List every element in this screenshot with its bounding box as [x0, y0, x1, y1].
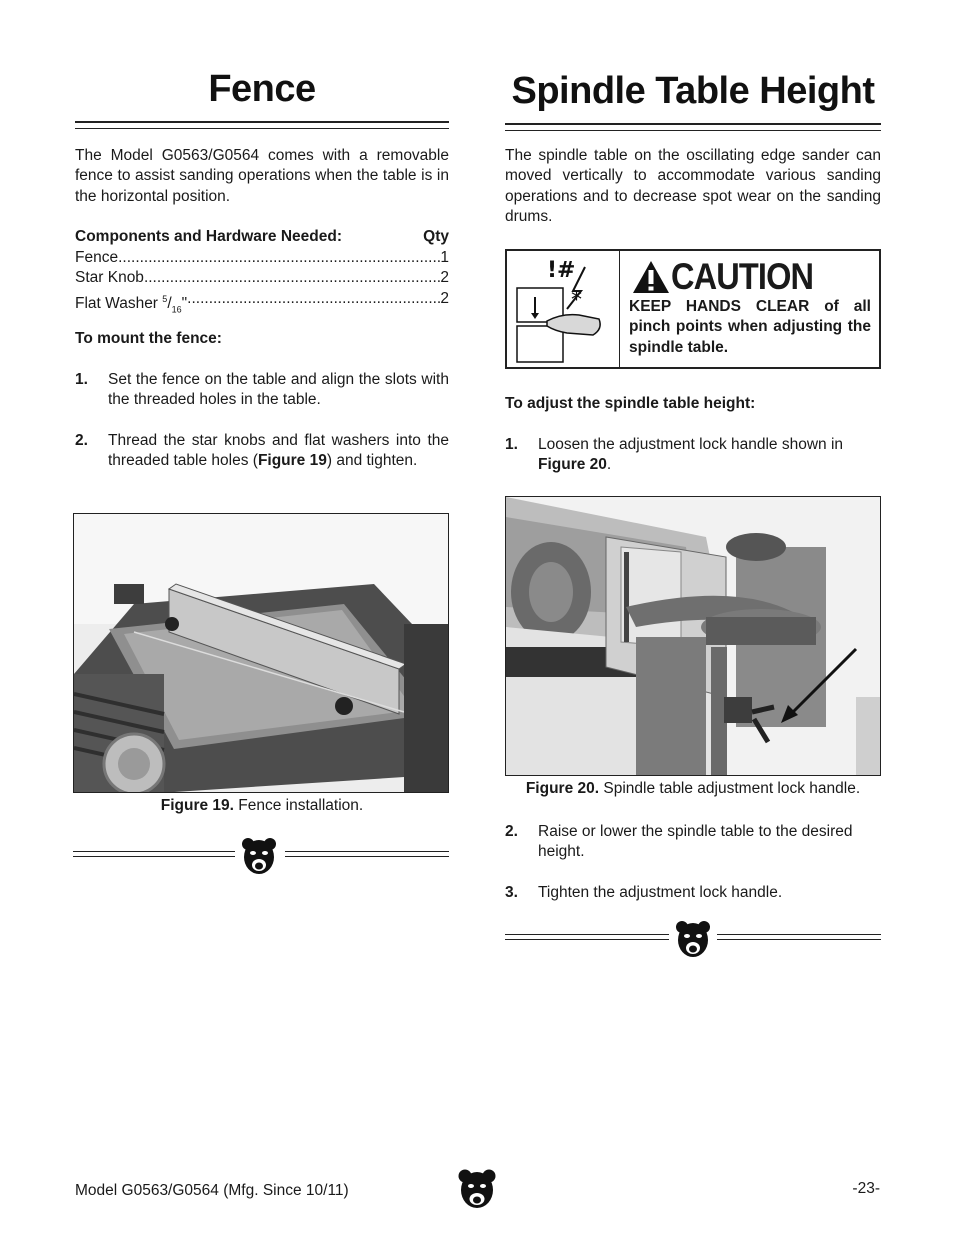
divider-line-left [73, 851, 235, 857]
part-name: Flat Washer $^5/_{16}$" [75, 294, 188, 315]
leader-dots [187, 289, 440, 320]
fence-title: Fence [208, 68, 316, 110]
spindle-photo-illustration [506, 497, 881, 776]
bear-logo-icon [239, 836, 279, 876]
step-number: 2. [75, 432, 88, 449]
pinch-hazard-icon [507, 251, 619, 367]
footer-model: Model G0563/G0564 (Mfg. Since 10/11) [75, 1182, 349, 1199]
caution-message: KEEP HANDS CLEAR of all pinch points when adjusting the spindle table. [629, 298, 871, 356]
spindle-intro: The spindle table on the oscillating edge sander can moved vertically to accommodate various sanding operations and to decrease spot wear on the sanding drums. [505, 147, 881, 226]
divider-line-left [505, 934, 669, 940]
parts-row-fence [75, 248, 449, 268]
caution-text-cell [619, 251, 881, 367]
figure-20-caption [505, 780, 881, 798]
page-number: -23- [852, 1180, 880, 1197]
parts-row-flat-washer [75, 289, 449, 320]
figure-caption-text: Spindle table adjustment lock handle. [603, 780, 861, 797]
spindle-step-1 [505, 435, 881, 476]
title-rule [505, 123, 881, 131]
step-text-part: Loosen the adjustment lock handle shown in [538, 436, 844, 453]
washer-name: Flat Washer [75, 295, 158, 313]
part-name: Star Knob [75, 269, 144, 286]
figure-20-photo [505, 496, 881, 776]
figure-caption-text: Fence installation. [238, 797, 364, 814]
step-number: 3. [505, 884, 518, 901]
step-text [108, 431, 449, 472]
leader-dots [118, 248, 440, 268]
section-end-divider [505, 919, 881, 959]
leader-dots [144, 268, 440, 288]
caution-word: CAUTION [671, 256, 814, 297]
part-qty: 2 [440, 269, 449, 286]
qty-header: Qty [423, 228, 449, 245]
figure-label: Figure 20. [525, 780, 600, 797]
divider-line-right [717, 934, 881, 940]
figure-19-caption [75, 797, 449, 815]
part-qty: 1 [440, 249, 449, 266]
figure-19-photo [73, 513, 449, 793]
step-text: Raise or lower the spindle table to the desired height. [538, 823, 853, 861]
fence-step-2 [75, 431, 449, 472]
step-text: Set the fence on the table and align the slots with the threaded holes in the table. [108, 371, 449, 409]
step-text-part: ) and tighten. [326, 452, 418, 470]
step-text-part: Thread the star knobs and flat washers into the threaded table holes ( [108, 432, 449, 470]
figure-reference: Figure 20 [538, 456, 607, 474]
figure-label: Figure 19. [160, 797, 234, 814]
caution-box [505, 249, 881, 369]
figure-reference: Figure 19 [257, 452, 327, 470]
caution-heading [631, 256, 833, 298]
parts-row-star-knob [75, 268, 449, 288]
title-rule [75, 121, 449, 129]
svg-text:*: * [571, 288, 582, 313]
step-number: 1. [505, 436, 518, 453]
washer-size-denominator: 16 [171, 304, 182, 315]
step-text: Tighten the adjustment lock handle. [538, 884, 783, 901]
mount-heading: To mount the fence: [75, 330, 222, 347]
step-text-part: . [606, 456, 612, 474]
bear-logo-icon [673, 919, 713, 959]
washer-size-numerator: 5 [162, 294, 168, 304]
spindle-title: Spindle Table Height [511, 70, 875, 112]
warning-triangle-icon [631, 259, 671, 295]
parts-header-label: Components and Hardware Needed: [75, 228, 342, 245]
footer-bear-logo-icon [457, 1168, 497, 1210]
step-text [538, 435, 881, 476]
pinch-hazard-cell [507, 251, 620, 367]
section-end-divider [73, 836, 449, 876]
part-qty: 2 [440, 290, 449, 307]
washer-inch-mark: " [181, 295, 188, 313]
spindle-step-3 [505, 883, 881, 903]
divider-line-right [285, 851, 449, 857]
fence-intro: The Model G0563/G0564 comes with a removable fence to assist sanding operations when the table is in the horizontal position. [75, 147, 449, 205]
fence-step-1 [75, 370, 449, 411]
spindle-step-2 [505, 822, 881, 863]
fence-photo-illustration [74, 514, 449, 793]
part-name: Fence [75, 249, 119, 266]
adjust-heading: To adjust the spindle table height: [505, 395, 756, 412]
step-number: 2. [505, 823, 518, 840]
svg-text:!#: !# [547, 258, 576, 283]
step-number: 1. [75, 371, 88, 388]
parts-header [75, 228, 449, 246]
